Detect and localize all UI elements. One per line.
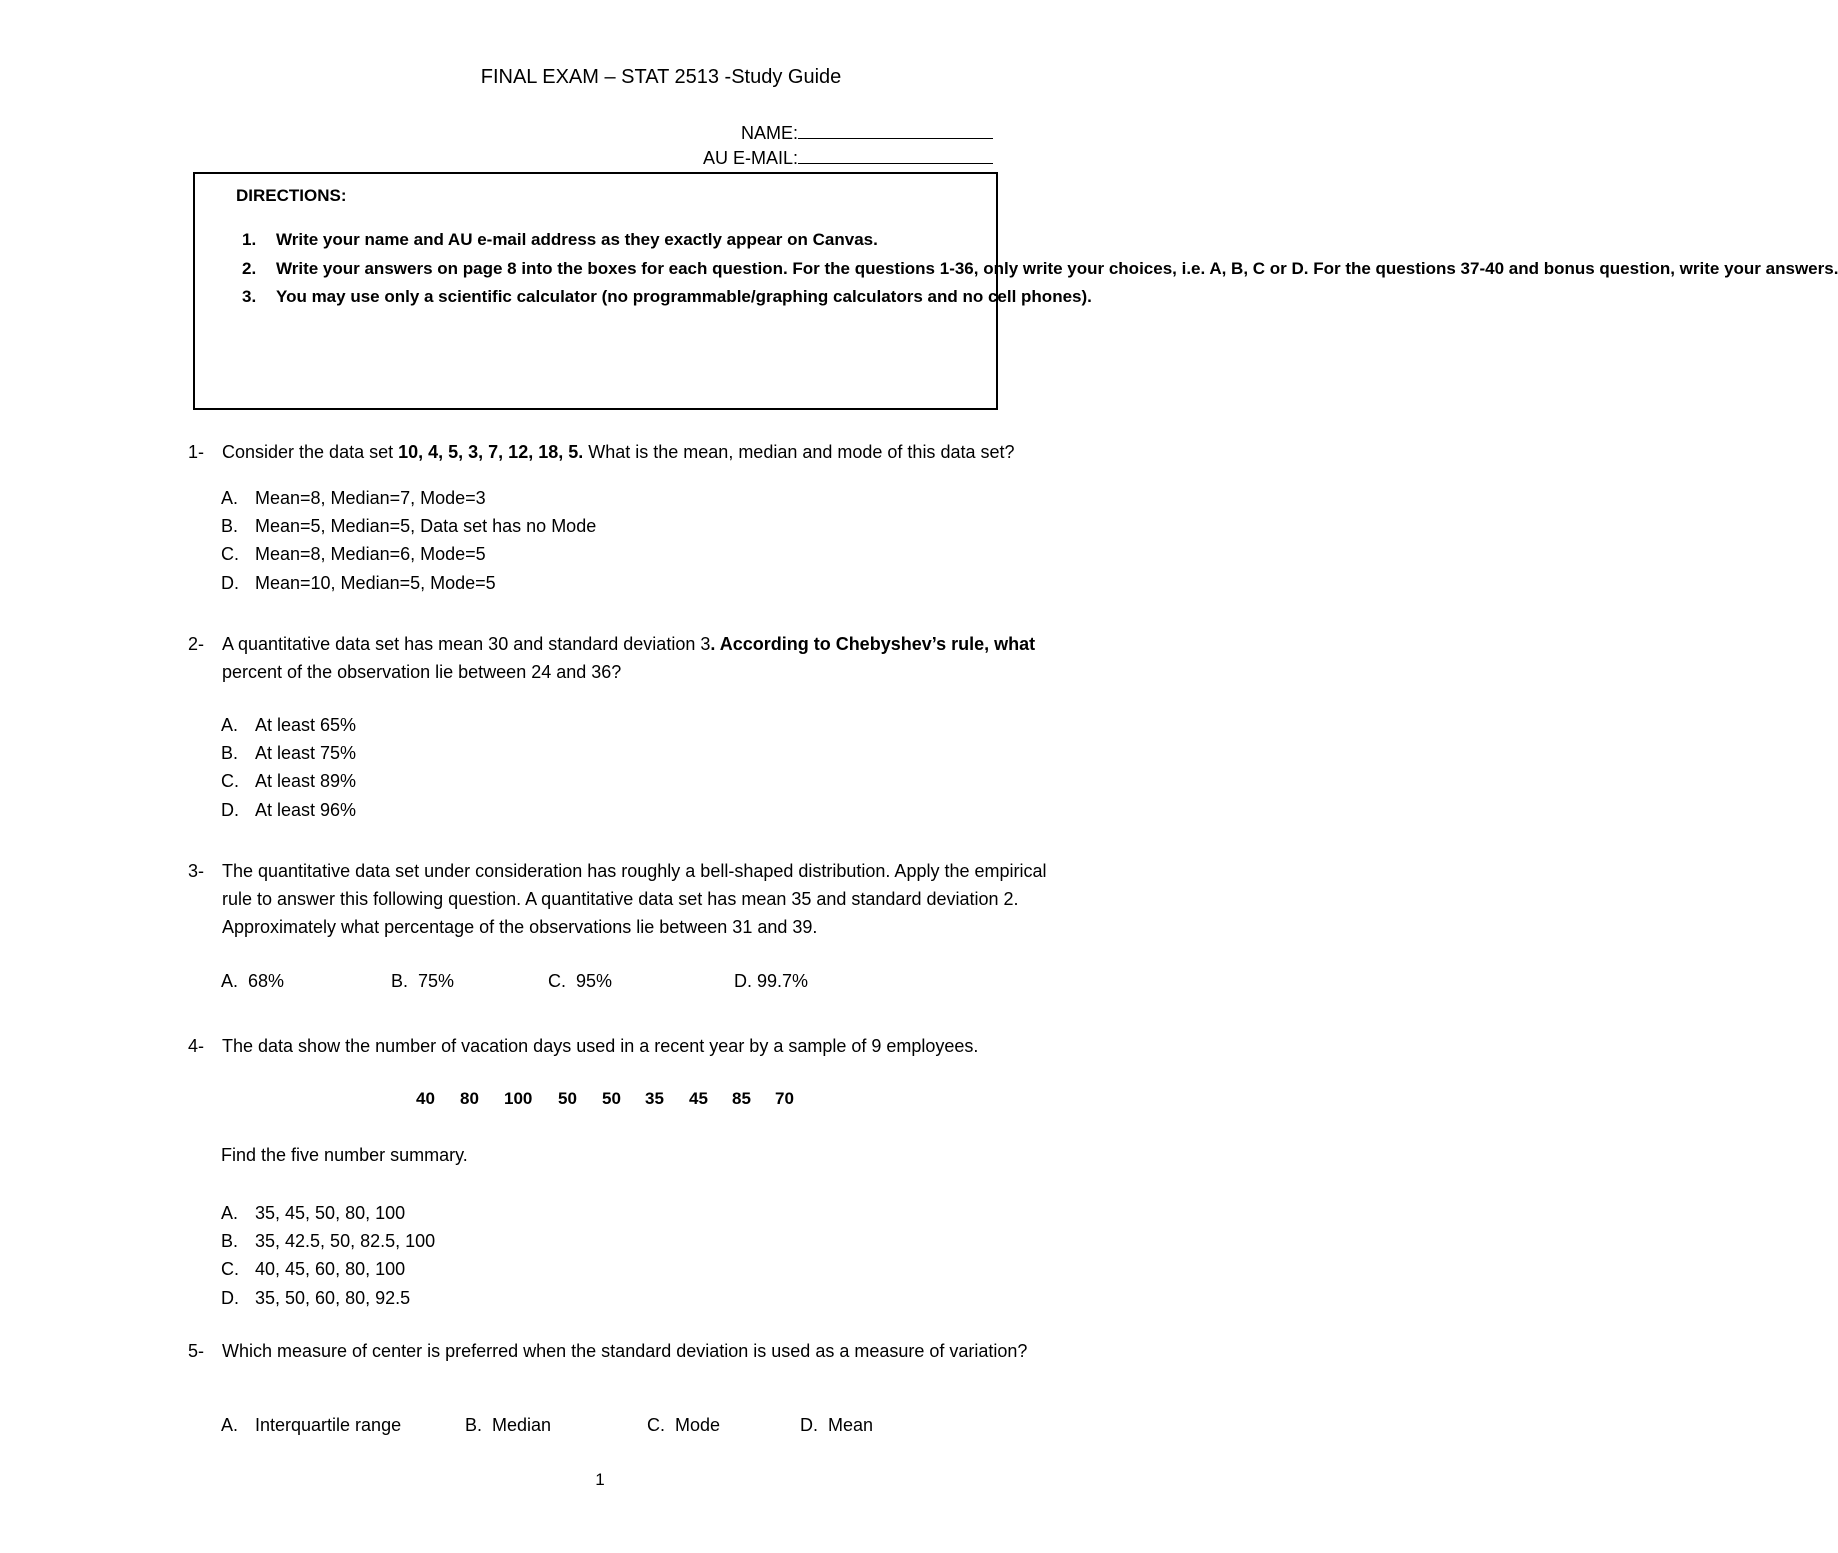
page-number: 1 <box>595 1470 605 1489</box>
question-number: 1- <box>188 442 205 462</box>
data-value: 85 <box>732 1089 751 1108</box>
question-3 <box>188 857 1058 941</box>
question-data: 10, 4, 5, 3, 7, 12, 18, 5. <box>398 442 584 462</box>
direction-item <box>236 226 982 255</box>
question-text: Which measure of center is preferred when the standard deviation is used as a measure of variation? <box>222 1341 1028 1361</box>
directions-heading: DIRECTIONS: <box>236 186 347 205</box>
q4-option-c: C. 40, 45, 60, 80, 100 <box>221 1259 406 1279</box>
direction-text: Write your answers on page 8 into the boxes for each question. For the questions 1-36, only write your choices, i.e. A, B, C or D. For the questions 37-40 and bonus question, write your answers. <box>276 258 1838 278</box>
question-2 <box>188 630 1058 686</box>
q5-option-d: D. Mean <box>800 1415 874 1435</box>
name-blank <box>798 121 993 139</box>
q3-option-d: D. 99.7% <box>734 971 809 991</box>
q5-option-b: B. Median <box>465 1415 552 1435</box>
email-label: AU E-MAIL: <box>702 148 798 168</box>
q4-option-a: A. 35, 45, 50, 80, 100 <box>221 1203 406 1223</box>
data-value: 50 <box>602 1089 621 1108</box>
direction-number: 1. <box>242 230 257 249</box>
direction-number: 2. <box>242 258 257 278</box>
q1-option-b: B. Mean=5, Median=5, Data set has no Mode <box>221 516 597 536</box>
q2-option-b: B. At least 75% <box>221 743 357 763</box>
direction-number: 3. <box>242 287 257 306</box>
question-5 <box>188 1337 1058 1365</box>
question-text: Consider the data set 10, 4, 5, 3, 7, 12, 18, 5. What is the mean, median and mode of this data set? <box>222 442 1015 462</box>
question-1 <box>188 438 1058 466</box>
q2-option-d: D. At least 96% <box>221 800 357 820</box>
page-title: FINAL EXAM – STAT 2513 -Study Guide <box>480 66 842 88</box>
question-4 <box>188 1032 1058 1060</box>
name-label: NAME: <box>740 123 798 143</box>
question-number: 2- <box>188 634 205 654</box>
q4-option-d: D. 35, 50, 60, 80, 92.5 <box>221 1288 411 1308</box>
q3-option-a: A. 68% <box>221 971 285 991</box>
data-value: 35 <box>645 1089 664 1108</box>
q4-option-b: B. 35, 42.5, 50, 82.5, 100 <box>221 1231 436 1251</box>
data-value: 40 <box>416 1089 435 1108</box>
data-value: 80 <box>460 1089 479 1108</box>
directions-list <box>236 226 1838 312</box>
question-number: 5- <box>188 1341 205 1361</box>
q1-option-a: A. Mean=8, Median=7, Mode=3 <box>221 488 486 508</box>
direction-item <box>236 283 1092 312</box>
direction-text: Write your name and AU e-mail address as they exactly appear on Canvas. <box>276 230 878 249</box>
directions-box <box>193 172 1838 410</box>
q1-option-c: C. Mean=8, Median=6, Mode=5 <box>221 544 486 564</box>
question-number: 4- <box>188 1036 205 1056</box>
question-emphasis: . According to Chebyshev’s rule, what <box>710 634 1036 654</box>
question-text: The quantitative data set under consideration has roughly a bell-shaped distribution. Apply the empirical rule to answer this following question. A quantitative data set has mean 35 and standard deviation 2. Approximately what percentage of the observations lie between 31 and 39. <box>222 861 1047 937</box>
direction-item <box>236 255 1838 284</box>
data-value: 100 <box>504 1089 533 1108</box>
question-prompt: Find the five number summary. <box>221 1145 468 1165</box>
direction-text: You may use only a scientific calculator (no programmable/graphing calculators and no cell phones). <box>276 287 1092 306</box>
data-value: 70 <box>775 1089 794 1108</box>
q2-option-a: A. At least 65% <box>221 715 357 735</box>
q5-option-c: C. Mode <box>647 1415 721 1435</box>
q5-option-a: A. Interquartile range <box>221 1415 402 1435</box>
question-text: A quantitative data set has mean 30 and standard deviation 3. According to Chebyshev’s rule, what percent of the observation lie between 24 and 36? <box>222 634 1036 682</box>
email-blank <box>798 146 993 164</box>
q1-option-d: D. Mean=10, Median=5, Mode=5 <box>221 573 496 593</box>
q3-option-b: B. 75% <box>391 971 455 991</box>
data-value: 50 <box>558 1089 577 1108</box>
question-number: 3- <box>188 861 205 881</box>
name-field <box>741 121 993 144</box>
q3-option-c: C. 95% <box>548 971 613 991</box>
email-field <box>703 146 993 169</box>
data-value: 45 <box>689 1089 708 1108</box>
question-text: The data show the number of vacation days used in a recent year by a sample of 9 employees. <box>222 1036 979 1056</box>
q2-option-c: C. At least 89% <box>221 771 357 791</box>
